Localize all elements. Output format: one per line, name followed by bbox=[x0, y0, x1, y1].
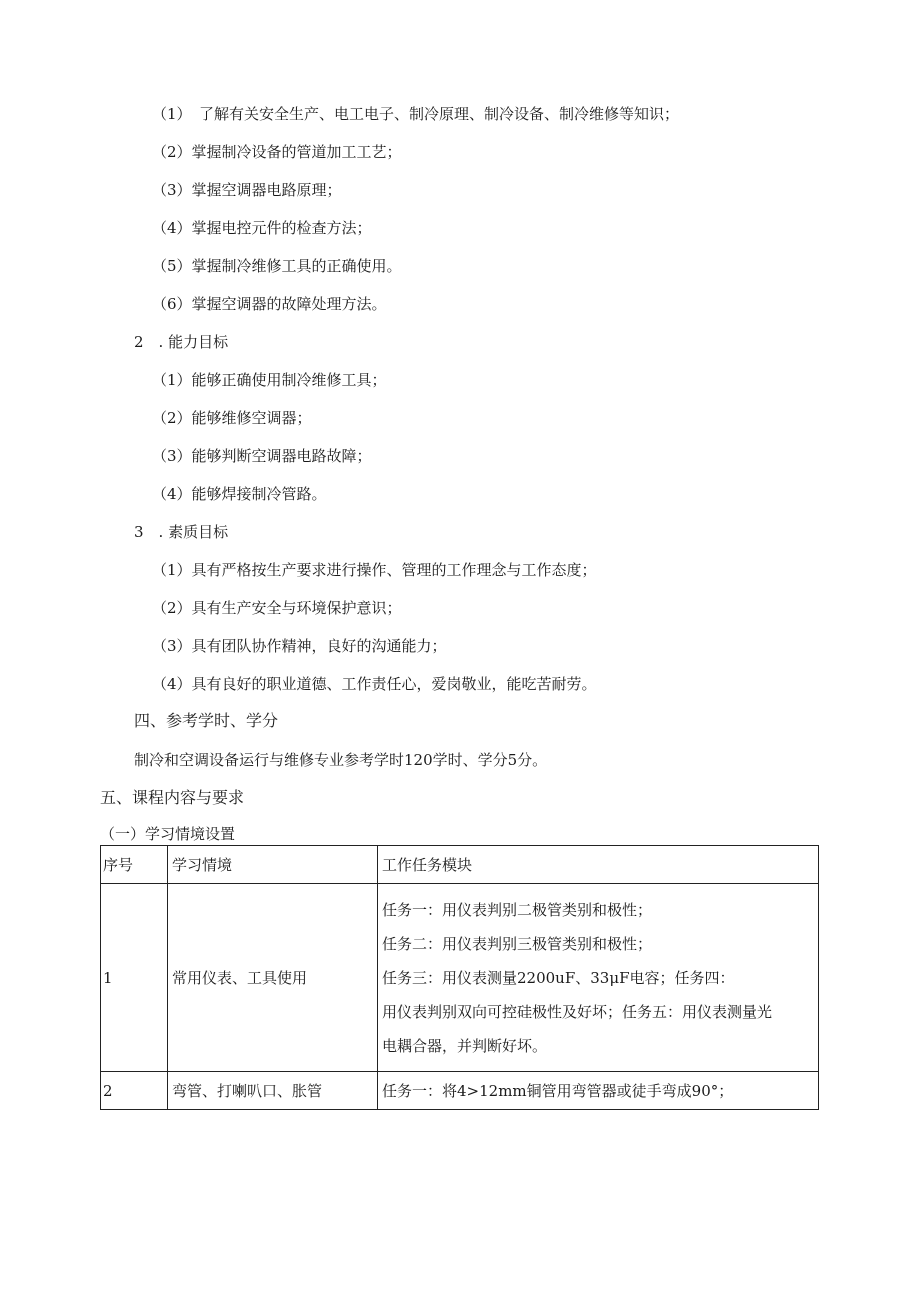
row-tasks bbox=[378, 884, 819, 1072]
ability-item-1: （1）能够正确使用制冷维修工具； bbox=[152, 371, 387, 389]
quality-item-2: （2）具有生产安全与环境保护意识； bbox=[152, 599, 402, 617]
course-heading: 五、课程内容与要求 bbox=[100, 788, 245, 807]
row-number: 1 bbox=[101, 884, 168, 1072]
hours-text: 制冷和空调设备运行与维修专业参考学时120学时、学分5分。 bbox=[134, 751, 548, 769]
task-line: 电耦合器，并判断好坏。 bbox=[382, 1036, 548, 1055]
knowledge-item-2: （2）掌握制冷设备的管道加工工艺； bbox=[152, 143, 402, 161]
quality-item-3: （3）具有团队协作精神，良好的沟通能力； bbox=[152, 637, 447, 655]
task-line: 任务二：用仪表判别三极管类别和极性； bbox=[382, 934, 653, 953]
quality-item-1: （1）具有严格按生产要求进行操作、管理的工作理念与工作态度； bbox=[152, 561, 597, 579]
row-tasks: 任务一：将4>12mm铜管用弯管器或徒手弯成90°； bbox=[378, 1072, 819, 1110]
knowledge-item-1: （1） 了解有关安全生产、电工电子、制冷原理、制冷设备、制冷维修等知识； bbox=[152, 105, 680, 123]
ability-item-2: （2）能够维修空调器； bbox=[152, 409, 312, 427]
table-header-row bbox=[101, 846, 819, 884]
quality-item-4: （4）具有良好的职业道德、工作责任心，爱岗敬业，能吃苦耐劳。 bbox=[152, 675, 597, 693]
ability-item-3: （3）能够判断空调器电路故障； bbox=[152, 447, 372, 465]
course-subheading: （一）学习情境设置 bbox=[100, 825, 236, 843]
table-row bbox=[101, 1072, 819, 1110]
ability-heading: 2 . 能力目标 bbox=[134, 333, 229, 351]
ability-item-4: （4）能够焊接制冷管路。 bbox=[152, 485, 327, 503]
header-tasks: 工作任务模块 bbox=[378, 846, 819, 884]
knowledge-item-3: （3）掌握空调器电路原理； bbox=[152, 181, 342, 199]
hours-heading: 四、参考学时、学分 bbox=[134, 711, 279, 730]
table-row bbox=[101, 884, 819, 1072]
row-situation: 弯管、打喇叭口、胀管 bbox=[168, 1072, 378, 1110]
knowledge-item-5: （5）掌握制冷维修工具的正确使用。 bbox=[152, 257, 402, 275]
task-line: 用仪表判别双向可控硅极性及好坏；任务五：用仪表测量光 bbox=[382, 1002, 773, 1021]
quality-heading: 3 . 素质目标 bbox=[134, 523, 229, 541]
row-number: 2 bbox=[101, 1072, 168, 1110]
task-line: 任务一：用仪表判别二极管类别和极性； bbox=[382, 900, 653, 919]
knowledge-item-6: （6）掌握空调器的故障处理方法。 bbox=[152, 295, 387, 313]
header-situation: 学习情境 bbox=[168, 846, 378, 884]
header-number: 序号 bbox=[101, 846, 168, 884]
knowledge-item-4: （4）掌握电控元件的检查方法； bbox=[152, 219, 372, 237]
task-line: 任务三：用仪表测量2200uF、33μF电容；任务四： bbox=[382, 968, 735, 987]
learning-situation-table bbox=[100, 845, 819, 1110]
row-situation: 常用仪表、工具使用 bbox=[168, 884, 378, 1072]
